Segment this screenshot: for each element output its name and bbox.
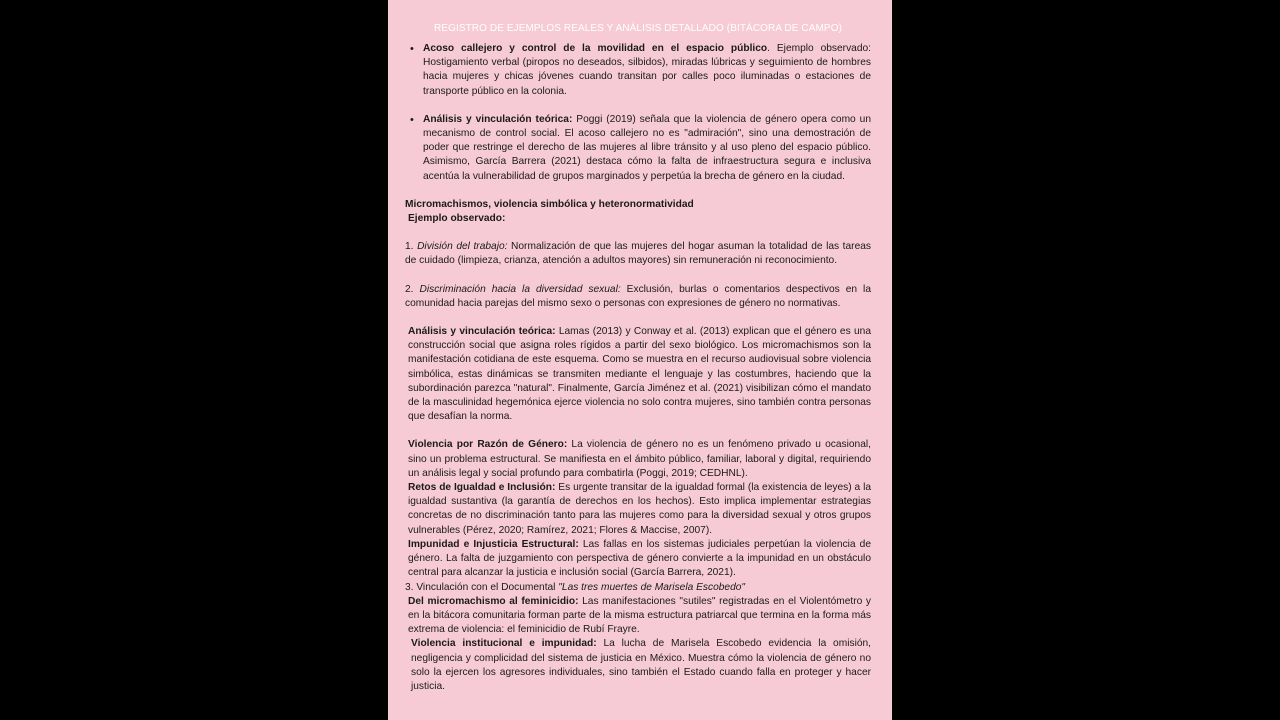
spacer — [405, 311, 871, 325]
bullet-list — [405, 42, 871, 184]
paragraph-heading: Violencia por Razón de Género: — [408, 439, 568, 451]
bullet-analisis — [423, 113, 871, 184]
micromachismo-paragraph — [405, 595, 871, 638]
item-text: Exclusión, burlas o comentarios despectivos en la comunidad hacia parejas del mismo sexo o personas con expresiones de género no normativas. — [405, 283, 871, 309]
violencia-paragraph — [405, 438, 871, 481]
bullet-heading: Análisis y vinculación teórica: — [423, 113, 573, 125]
paragraph-text: La violencia de género no es un fenómeno privado u ocasional, sino un problema estructural. Se manifiesta en el ámbito público, familiar, laboral y digital, requiriendo un análisis legal y social profundo para combatirla (Poggi, 2019; CEDHNL). — [408, 439, 871, 479]
spacer — [405, 269, 871, 283]
vinculacion-line — [405, 581, 871, 595]
impunidad-paragraph — [405, 538, 871, 581]
example-item-2 — [405, 283, 871, 311]
example-item-1 — [405, 240, 871, 268]
page-title: REGISTRO DE EJEMPLOS REALES Y ANÁLISIS DETALLADO (BITÁCORA DE CAMPO) — [433, 23, 843, 34]
item-label: Discriminación hacia la diversidad sexual: — [419, 283, 621, 295]
paragraph-heading: Análisis y vinculación teórica: — [408, 326, 556, 338]
item-number: 1. — [405, 241, 414, 253]
paragraph-heading: Violencia institucional e impunidad: — [411, 638, 597, 650]
documentary-title: "Las tres muertes de Marisela Escobedo" — [558, 581, 746, 593]
paragraph-heading: Impunidad e Injusticia Estructural: — [408, 538, 579, 550]
paragraph-text: Las fallas en los sistemas judiciales perpetúan la violencia de género. La falta de juzgamiento con perspectiva de género convierte a la impunidad en un obstáculo central para alcanzar la justicia e inclusión social (García Barrera, 2021). — [408, 538, 871, 579]
paragraph-heading: Retos de Igualdad e Inclusión: — [408, 482, 556, 494]
analysis-paragraph — [405, 325, 871, 424]
institucional-paragraph — [405, 637, 871, 694]
item-label: División del trabajo: — [417, 241, 508, 253]
document-page — [388, 0, 892, 720]
spacer — [423, 99, 871, 113]
spacer — [405, 184, 871, 198]
bullet-acoso-callejero — [423, 42, 871, 99]
retos-paragraph — [405, 481, 871, 538]
section-subheading — [405, 212, 871, 226]
bullet-text: Poggi (2019) señala que la violencia de género opera como un mecanismo de control social. El acoso callejero no es "admiración", sino una demostración de poder que restringe el derecho de las mujeres al libre tránsito y al uso pleno del espacio público. Asimismo, García Barrera (2021) destaca cómo la falta de infraestructura segura e inclusiva acentúa la vulnerabilidad de grupos marginados y perpetúa la brecha de género en la ciudad. — [423, 113, 871, 182]
section-subheading-text: Ejemplo observado: — [408, 213, 506, 225]
section-heading — [405, 198, 871, 212]
paragraph-text: Las manifestaciones "sutiles" registradas en el Violentómetro y en la bitácora comunitaria forman parte de la misma estructura patriarcal que termina en la forma más extrema de violencia: el feminicidio de Rubí Frayre. — [408, 595, 871, 636]
section-heading-text: Micromachismos, violencia simbólica y heteronormatividad — [405, 198, 694, 210]
item-number: 2. — [405, 283, 414, 295]
bullet-heading: Acoso callejero y control de la movilidad en el espacio público — [423, 43, 768, 54]
paragraph-text: Es urgente transitar de la igualdad formal (la existencia de leyes) a la igualdad sustantiva (la garantía de derechos en los hechos). Esto implica implementar estrategias concretas de no discriminación tanto para las mujeres como para la diversidad sexual y otros grupos vulnerables (Pérez, 2020; Ramírez, 2021; Flores & Maccise, 2007). — [408, 482, 871, 536]
paragraph-text: Lamas (2013) y Conway et al. (2013) explican que el género es una construcción social que asigna roles rígidos a partir del sexo biológico. Los micromachismos son la manifestación cotidiana de este esquema. Como se muestra en el recurso audiovisual sobre violencia simbólica, estas dinámicas se transmiten mediante el lenguaje y las costumbres, haciendo que la subordinación parezca "natural". Finalmente, García Jiménez et al. (2021) visibilizan cómo el mandato de la masculinidad hegemónica ejerce violencia no solo contra mujeres, sino también contra personas que desafían la norma. — [408, 326, 871, 423]
spacer — [405, 226, 871, 240]
vinculacion-prefix: 3. Vinculación con el Documental — [405, 581, 559, 593]
paragraph-heading: Del micromachismo al feminicidio: — [408, 595, 579, 607]
bullet-text: . Ejemplo observado: Hostigamiento verbal (piropos no deseados, silbidos), miradas lúbricas y seguimiento de hombres hacia mujeres y chicas jóvenes cuando transitan por calles poco iluminadas o estaciones de transporte público en la colonia. — [423, 43, 871, 97]
spacer — [405, 424, 871, 438]
item-text: Normalización de que las mujeres del hogar asuman la totalidad de las tareas de cuidado (limpieza, crianza, atención a adultos mayores) sin remuneración ni reconocimiento. — [405, 241, 871, 267]
paragraph-text: La lucha de Marisela Escobedo evidencia la omisión, negligencia y complicidad del sistema de justicia en México. Muestra cómo la violencia de género no solo la ejercen los agresores individuales, sino también el Estado cuando falla en proteger y hacer justicia. — [411, 638, 871, 692]
